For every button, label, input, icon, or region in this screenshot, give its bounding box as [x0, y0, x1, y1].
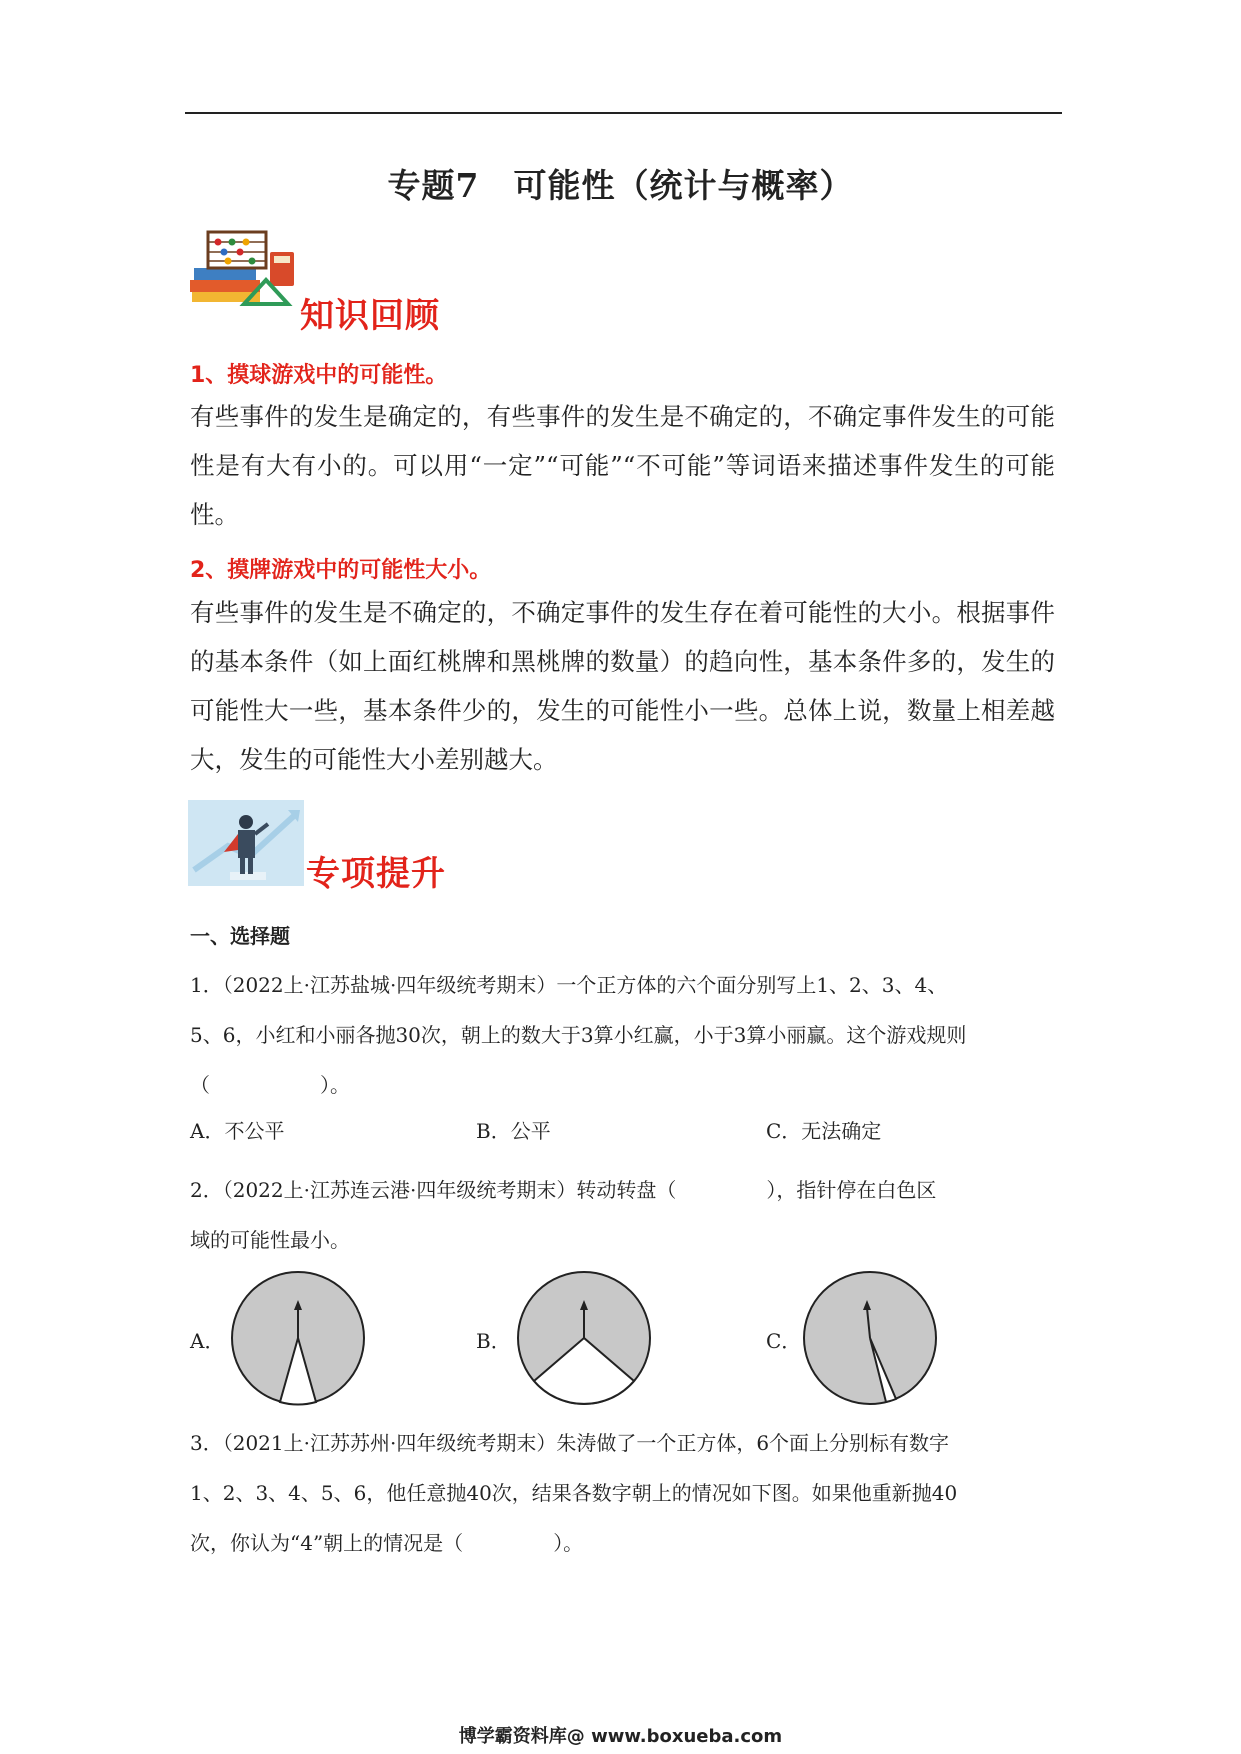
header-rule	[185, 112, 1062, 114]
q1-line-1: 1．（2022上·江苏盐城·四年级统考期末）一个正方体的六个面分别写上1、2、3、4、	[190, 973, 948, 997]
q3-line-3-tail: ）。	[553, 1531, 584, 1555]
q1-option-c[interactable]: C．无法确定	[766, 1119, 882, 1143]
growth-person-icon	[188, 800, 304, 886]
q2-option-b-label[interactable]: B．	[476, 1329, 511, 1353]
q2-line-1-tail: ），指针停在白色区	[766, 1178, 937, 1202]
paragraph-card-game: 有些事件的发生是不确定的，不确定事件的发生存在着可能性的大小。根据事件的基本条件（如上面红桃牌和黑桃牌的数量）的趋向性，基本条件多的，发生的可能性大一些，基本条件少的，发生的可能性小一些。总体上说，数量上相差越大，发生的可能性大小差别越大。	[190, 598, 1055, 774]
q1-line-3	[190, 1060, 1060, 1110]
q2-line-2: 域的可能性最小。	[190, 1228, 350, 1252]
paragraph-ball-game: 有些事件的发生是确定的，有些事件的发生是不确定的，不确定事件发生的可能性是有大有小的。可以用“一定”“可能”“不可能”等词语来描述事件发生的可能性。	[190, 402, 1055, 529]
q2-option-c-label[interactable]: C．	[766, 1329, 802, 1353]
q1-line-2: 5、6，小红和小丽各抛30次，朝上的数大于3算小红赢，小于3算小丽赢。这个游戏规则	[190, 1023, 967, 1047]
abacus-books-icon	[188, 228, 298, 310]
section-heading-practice: 专项提升	[306, 854, 446, 894]
spinner-a[interactable]	[228, 1268, 368, 1408]
footer-watermark: 博学霸资料库@ www.boxueba.com	[458, 1726, 783, 1747]
q1-option-a[interactable]: A．不公平	[190, 1119, 285, 1143]
question-3	[190, 1418, 1060, 1568]
section-heading-review: 知识回顾	[300, 296, 440, 336]
q1-paren-open: （	[190, 1073, 210, 1097]
q2-line-1-text: 2．（2022上·江苏连云港·四年级统考期末）转动转盘（	[190, 1178, 677, 1202]
page-title: 专题7 可能性（统计与概率）	[387, 166, 854, 205]
q3-line-2: 1、2、3、4、5、6，他任意抛40次，结果各数字朝上的情况如下图。如果他重新抛40	[190, 1481, 958, 1505]
q3-line-3	[190, 1518, 1060, 1568]
spinner-b[interactable]	[514, 1268, 654, 1408]
q3-line-1: 3．（2021上·江苏苏州·四年级统考期末）朱涛做了一个正方体，6个面上分别标有数字	[190, 1431, 950, 1455]
question-1	[190, 960, 1060, 1110]
q3-line-3-text: 次，你认为“4”朝上的情况是（	[190, 1531, 464, 1555]
q2-line-1	[190, 1165, 1060, 1215]
subheading-ball-game: 1、摸球游戏中的可能性。	[190, 363, 448, 388]
spinner-c[interactable]	[800, 1268, 940, 1408]
part-label-choice: 一、选择题	[190, 924, 290, 948]
q1-option-b[interactable]: B．公平	[476, 1119, 551, 1143]
q1-paren-close: ）。	[320, 1073, 350, 1097]
question-2	[190, 1165, 1060, 1265]
q2-option-a-label[interactable]: A．	[190, 1329, 225, 1353]
subheading-card-game: 2、摸牌游戏中的可能性大小。	[190, 558, 492, 583]
